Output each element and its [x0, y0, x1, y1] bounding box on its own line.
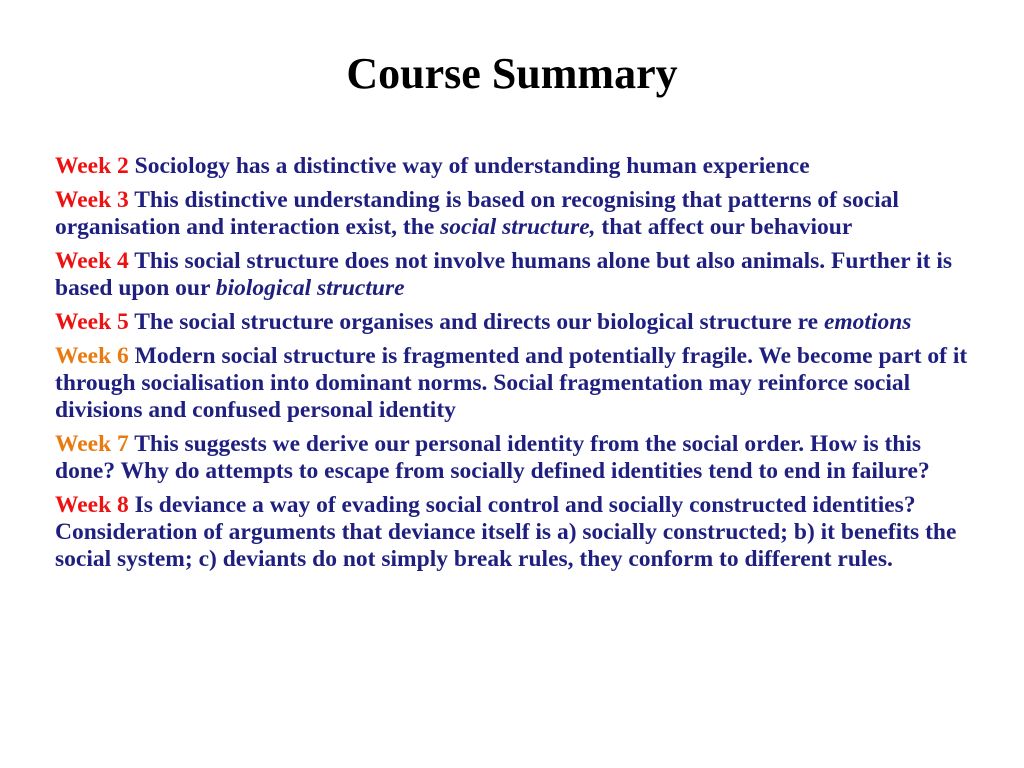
- item-text: This social structure does not involve humans alone but also animals. Further it is based upon our: [55, 248, 953, 301]
- week-label: Week 5: [55, 309, 129, 335]
- week-label: Week 3: [55, 187, 129, 213]
- item-text: Sociology has a distinctive way of understanding human experience: [128, 153, 810, 179]
- item-text: Modern social structure is fragmented and potentially fragile. We become part of it through socialisation into dominant norms. Social fragmentation may reinforce social divisions and confused personal identity: [55, 343, 968, 423]
- item-emphasis: biological structure: [215, 275, 405, 301]
- summary-item-week-4: [55, 248, 985, 302]
- slide-title: Course Summary: [346, 49, 678, 98]
- course-summary-list: [55, 153, 985, 580]
- summary-item-week-6: [55, 343, 985, 424]
- item-text: The social structure organises and directs our biological structure re: [128, 309, 824, 335]
- summary-item-week-3: [55, 187, 985, 241]
- item-text: This suggests we derive our personal identity from the social order. How is this done? Why do attempts to escape from socially defined identities tend to end in failure?: [55, 431, 930, 484]
- summary-item-week-2: [55, 153, 985, 180]
- summary-item-week-8: [55, 492, 985, 573]
- week-label: Week 7: [55, 431, 129, 457]
- item-text: Is deviance a way of evading social control and socially constructed identities? Consideration of arguments that deviance itself is a) socially constructed; b) it benefits the social system; c) deviants do not simply break rules, they conform to different rules.: [55, 492, 957, 572]
- item-emphasis: emotions: [823, 309, 912, 335]
- item-emphasis: social structure,: [440, 214, 596, 240]
- item-text-end: that affect our behaviour: [595, 214, 853, 240]
- summary-item-week-7: [55, 431, 985, 485]
- item-text: This distinctive understanding is based on recognising that patterns of social organisation and interaction exist, the: [55, 187, 899, 240]
- week-label: Week 2: [55, 153, 129, 179]
- week-label: Week 6: [55, 343, 129, 369]
- week-label: Week 8: [55, 492, 129, 518]
- summary-item-week-5: [55, 309, 985, 336]
- week-label: Week 4: [55, 248, 129, 274]
